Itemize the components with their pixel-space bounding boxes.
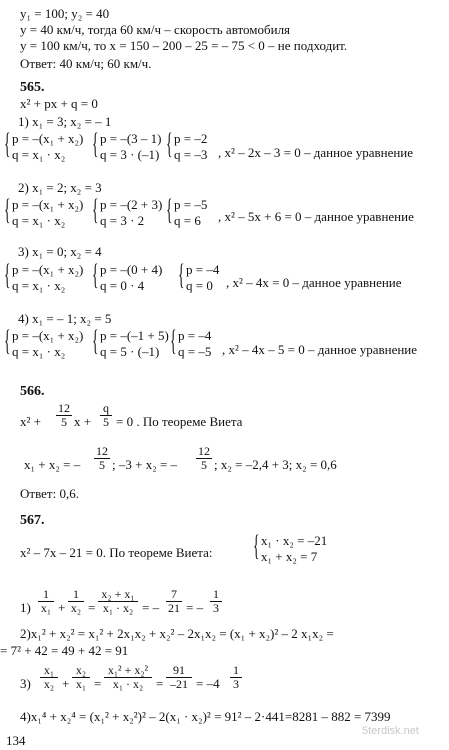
line-speed-40: y = 40 км/ч, тогда 60 км/ч – скорость автомобиля: [20, 22, 291, 37]
equals-sign: =: [94, 676, 102, 691]
p567-step3-label: 3): [20, 676, 31, 691]
equals-minus: = –: [142, 600, 160, 615]
p566-frac-q-5: $\frac{q}{5}$: [100, 402, 112, 429]
case-4-result: , x² – 4x – 5 = 0 – данное уравнение: [222, 342, 418, 357]
p566-vieta-part-a: x₁ + x₂ = –: [24, 457, 81, 472]
p567-frac-1-3-mixed: $\frac{1}{3}$: [230, 664, 242, 691]
p567-equation: x² – 7x – 21 = 0. По теореме Виета:: [20, 545, 213, 560]
p566-frac-b: $\frac{12}{5}$: [198, 444, 210, 472]
equals-sign: =: [88, 600, 96, 615]
equals-sign: =: [156, 676, 164, 691]
plus-sign: +: [58, 600, 66, 615]
case-3-result: , x² – 4x = 0 – данное уравнение: [226, 275, 402, 290]
plus-sign: +: [62, 676, 70, 691]
equals-minus: = –: [186, 600, 204, 615]
p567-step2: 2)x₁² + x₂² = x₁² + 2x₁x₂ + x₂² – 2x₁x₂ = (x₁ + x₂)² – 2 x₁x₂ =: [20, 626, 334, 641]
p566-frac-a: $\frac{12}{5}$: [96, 444, 108, 472]
p566-frac-12-5: $\frac{12}{5}$: [58, 401, 70, 429]
p566-eq-part-a: x² +: [20, 414, 41, 429]
case-3-label: 3) x₁ = 0; x₂ = 4: [18, 244, 102, 259]
equals-minus-4: = –4: [196, 676, 220, 691]
p567-step1-label: 1): [20, 600, 31, 615]
p567-step2-cont: = 7² + 42 = 49 + 42 = 91: [0, 643, 129, 658]
p567-frac-1-x1: $\frac{1}{\text{x₁}}$: [38, 588, 54, 615]
problem-565-equation: x² + px + q = 0: [20, 96, 98, 111]
case-1-label: 1) x₁ = 3; x₂ = – 1: [18, 114, 112, 129]
line-speed-100: y = 100 км/ч, то x = 150 – 200 – 25 = – 75 < 0 – не подходит.: [20, 38, 348, 53]
case-1-result: , x² – 2x – 3 = 0 – данное уравнение: [218, 145, 414, 160]
problem-566-title: 566.: [20, 384, 45, 399]
case-4-label: 4) x₁ = – 1; x₂ = 5: [18, 311, 112, 326]
problem-565-title: 565.: [20, 80, 45, 95]
p567-frac-x1-x2: $\frac{\text{x₁}}{\text{x₂}}$: [40, 664, 58, 691]
p566-eq-part-c: = 0 . По теореме Виета: [116, 414, 243, 429]
p566-eq-part-b: x +: [74, 414, 92, 429]
p567-frac-sum-over-product: $\frac{\text{x₂ + x₁}}{\text{x₁ · x₂}}$: [98, 588, 138, 615]
line-y-values: y₁ = 100; y₂ = 40: [20, 6, 110, 21]
page-number: 134: [6, 733, 26, 748]
p567-frac-squares-over-product: $\frac{\text{x₁² + x₂²}}{\text{x₁ · x₂}}$: [104, 664, 152, 691]
p566-vieta-part-b: ; –3 + x₂ = –: [112, 457, 178, 472]
case-2-result: , x² – 5x + 6 = 0 – данное уравнение: [218, 209, 414, 224]
case-2-label: 2) x₁ = 2; x₂ = 3: [18, 180, 102, 195]
p566-answer: Ответ: 0,6.: [20, 486, 79, 501]
line-answer-top: Ответ: 40 км/ч; 60 км/ч.: [20, 56, 152, 71]
p567-step4: 4)x₁⁴ + x₂⁴ = (x₁² + x₂²)² – 2(x₁ · x₂)² = 91² – 2·441=8281 – 882 = 7399: [20, 709, 391, 724]
p566-vieta-part-c: ; x₂ = –2,4 + 3; x₂ = 0,6: [214, 457, 337, 472]
p567-frac-1-3: $\frac{1}{3}$: [210, 588, 222, 615]
problem-567-title: 567.: [20, 513, 45, 528]
p567-frac-x2-x1: $\frac{\text{x₂}}{\text{x₁}}$: [72, 664, 90, 691]
p567-frac-91-neg21: $\frac{91}{-21}$: [166, 664, 192, 691]
watermark: 5terdisk.net: [362, 725, 419, 737]
p567-frac-1-x2: $\frac{1}{\text{x₂}}$: [68, 588, 84, 615]
p567-frac-7-21: $\frac{7}{21}$: [168, 587, 180, 615]
